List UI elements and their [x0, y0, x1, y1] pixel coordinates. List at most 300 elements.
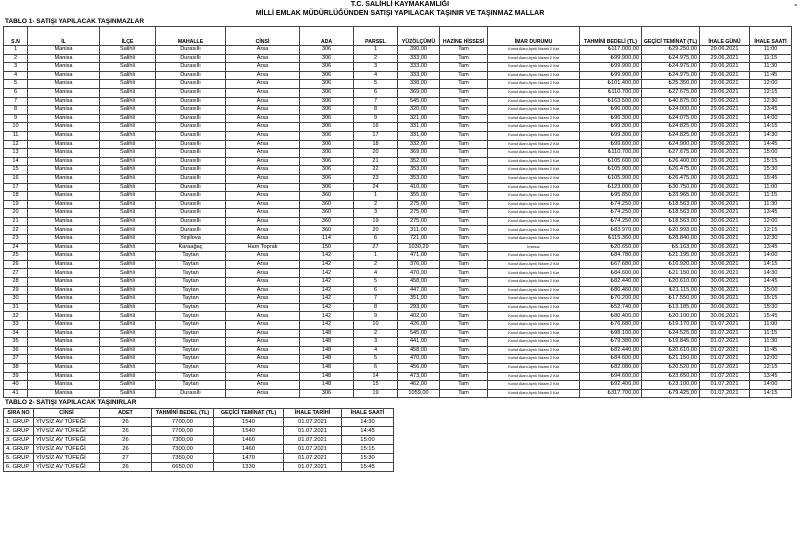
table1-cell: Konut Alanı Ayrık Nizam 2 Kat: [488, 71, 580, 80]
table2-cell: 3. GRUP: [4, 436, 34, 445]
table1-cell: 360: [300, 217, 354, 226]
table1-cell: Arsa: [226, 157, 300, 166]
table2-cell: 26: [100, 445, 152, 454]
institution-title: T.C. SALİHLİ KAYMAKAMLIĞI: [350, 1, 450, 8]
table1-cell: 142: [300, 286, 354, 295]
table1-cell: ₺24.525,00: [642, 329, 700, 338]
table1-cell: Tam: [440, 269, 488, 278]
table1-cell: Taytan: [156, 303, 226, 312]
table1-cell: 20: [4, 209, 28, 218]
table1-cell: ₺26.400,00: [642, 157, 700, 166]
table1-cell: 16: [354, 123, 398, 132]
table1-cell: Arsa: [226, 252, 300, 261]
table1-cell: ₺83.970,00: [580, 226, 642, 235]
table1-cell: 30.06.2021: [700, 260, 750, 269]
table1-cell: 30.06.2021: [700, 235, 750, 244]
table1-cell: Salihli: [100, 303, 156, 312]
table1-cell: Arsa: [226, 226, 300, 235]
table1-cell: Manisa: [28, 157, 100, 166]
table2-cell: 1460: [214, 445, 284, 454]
table2-cell: 15:45: [342, 463, 394, 472]
table1-cell: 29: [4, 286, 28, 295]
table1-cell: 360: [300, 209, 354, 218]
table1-cell: 2: [4, 54, 28, 63]
table1-cell: Manisa: [28, 286, 100, 295]
table1-cell: ₺30.750,00: [642, 183, 700, 192]
table1-cell: 29.06.2021: [700, 71, 750, 80]
table1-cell: 11:45: [750, 346, 792, 355]
table2-cell: YİVSİZ AV TÜFEĞİ: [34, 454, 100, 463]
table1-cell: ₺27.675,00: [642, 88, 700, 97]
table1-cell: 306: [300, 71, 354, 80]
table1-cell: 142: [300, 303, 354, 312]
table1-cell: Durasıllı: [156, 389, 226, 398]
table2-cell: YİVSİZ AV TÜFEĞİ: [34, 418, 100, 427]
table1-cell: 14:15: [750, 260, 792, 269]
table1-cell: Konut Alanı Ayrık Nizam 2 Kat: [488, 192, 580, 201]
table1-cell: ₺105.900,00: [580, 166, 642, 175]
table1-cell: 27: [4, 269, 28, 278]
table1-cell: ₺74.250,00: [580, 217, 642, 226]
table1-cell: 333,00: [398, 71, 440, 80]
table1-cell: Arsa: [226, 71, 300, 80]
table1-cell: Durasıllı: [156, 80, 226, 89]
table1-cell: 306: [300, 131, 354, 140]
table1-cell: 23: [354, 174, 398, 183]
table1-cell: Durasıllı: [156, 140, 226, 149]
table1-cell: 306: [300, 140, 354, 149]
table1-cell: 306: [300, 149, 354, 158]
table1-header-cell: MAHALLE: [156, 27, 226, 46]
table1-cell: 01.07.2021: [700, 363, 750, 372]
table1-cell: Salihli: [100, 88, 156, 97]
table1-cell: 15:00: [750, 149, 792, 158]
table1-cell: Durasıllı: [156, 46, 226, 55]
table1-cell: Taytan: [156, 346, 226, 355]
table1-cell: ₺117.000,00: [580, 46, 642, 55]
table1-cell: Tam: [440, 71, 488, 80]
table-row: [4, 427, 394, 436]
table1-cell: Arsa: [226, 114, 300, 123]
table1-cell: Arsa: [226, 209, 300, 218]
table-row: [4, 106, 792, 115]
table1-cell: ₺23.965,00: [642, 192, 700, 201]
table1-cell: 01.07.2021: [700, 338, 750, 347]
table-row: [4, 46, 792, 55]
table1-cell: Konut Alanı Ayrık Nizam 2 Kat: [488, 286, 580, 295]
table1-cell: 21: [4, 217, 28, 226]
table1-cell: 7: [354, 295, 398, 304]
table1-header-cell: YÜZÖLÇÜMÜ: [398, 27, 440, 46]
table1-cell: 376,00: [398, 260, 440, 269]
table1-cell: 29.06.2021: [700, 174, 750, 183]
table-row: [4, 140, 792, 149]
table1-cell: Tam: [440, 295, 488, 304]
table1-cell: 142: [300, 321, 354, 330]
table1-cell: 3: [4, 63, 28, 72]
table1-cell: 14:15: [750, 123, 792, 132]
table1-cell: ₺20.650,00: [580, 243, 642, 252]
table1-cell: Arsa: [226, 295, 300, 304]
table1-cell: ₺20.520,00: [642, 363, 700, 372]
table1-cell: 12:30: [750, 97, 792, 106]
table1-cell: 9: [4, 114, 28, 123]
table1-header-cell: CİNSİ: [226, 27, 300, 46]
table1-cell: Manisa: [28, 269, 100, 278]
table1-cell: 293,00: [398, 303, 440, 312]
table1-cell: 114: [300, 235, 354, 244]
table-row: [4, 123, 792, 132]
table1-cell: Tam: [440, 303, 488, 312]
table1-cell: Konut Alanı Ayrık Nizam 2 Kat: [488, 114, 580, 123]
table1-cell: 353,00: [398, 166, 440, 175]
table1-cell: 11:30: [750, 200, 792, 209]
table1-cell: Salihli: [100, 321, 156, 330]
table1-cell: Salihli: [100, 183, 156, 192]
table1-cell: Tam: [440, 131, 488, 140]
table2-cell: 01.07.2021: [284, 436, 342, 445]
table1-cell: Tam: [440, 355, 488, 364]
table1-cell: ₺19.845,00: [642, 338, 700, 347]
table1-cell: 11: [4, 131, 28, 140]
table1-cell: Tam: [440, 372, 488, 381]
table1-cell: 306: [300, 114, 354, 123]
table1-cell: Tam: [440, 389, 488, 398]
table1-cell: ₺96.300,00: [580, 114, 642, 123]
table1-cell: ₺23.100,00: [642, 381, 700, 390]
table1-cell: Konut Alanı Ayrık Nizam 2 Kat: [488, 88, 580, 97]
table1-cell: 275,00: [398, 209, 440, 218]
table1-cell: ₺19.170,00: [642, 321, 700, 330]
table1-cell: Manisa: [28, 149, 100, 158]
table-row: [4, 226, 792, 235]
table1-cell: Manisa: [28, 226, 100, 235]
table1-cell: 27: [354, 243, 398, 252]
table1-cell: 29.06.2021: [700, 157, 750, 166]
table1-cell: ₺92.400,00: [580, 381, 642, 390]
table1-cell: 12:15: [750, 363, 792, 372]
table1-cell: 30.06.2021: [700, 278, 750, 287]
table-row: [4, 88, 792, 97]
movable-goods-table: [3, 408, 394, 472]
table1-cell: ₺21.195,00: [642, 252, 700, 261]
table1-cell: Tam: [440, 114, 488, 123]
table1-cell: 29.06.2021: [700, 97, 750, 106]
table1-cell: 33: [4, 321, 28, 330]
table1-cell: 320,00: [398, 106, 440, 115]
table1-title: TABLO 1- SATIŞI YAPILACAK TAŞINMAZLAR: [5, 18, 145, 25]
table1-cell: Taytan: [156, 355, 226, 364]
table2-cell: 26: [100, 463, 152, 472]
table2-header-cell: ADET: [100, 409, 152, 418]
table2-cell: 4. GRUP: [4, 445, 34, 454]
table1-cell: 37: [4, 355, 28, 364]
table1-cell: 410,00: [398, 183, 440, 192]
table1-cell: 29.06.2021: [700, 166, 750, 175]
table1-cell: 7: [354, 97, 398, 106]
table1-cell: Tam: [440, 235, 488, 244]
table1-cell: ₺24.825,00: [642, 123, 700, 132]
table1-cell: Arsa: [226, 235, 300, 244]
table1-cell: Manisa: [28, 329, 100, 338]
table1-cell: 38: [4, 363, 28, 372]
table1-cell: Taytan: [156, 260, 226, 269]
table1-cell: Arsa: [226, 166, 300, 175]
table1-cell: 5: [4, 80, 28, 89]
table1-cell: 1059,00: [398, 389, 440, 398]
table1-cell: 22: [354, 166, 398, 175]
table-row: [4, 200, 792, 209]
document-title: MİLLİ EMLAK MÜDÜRLÜĞÜNDEN SATIŞI YAPILACAK TAŞINIR VE TAŞINMAZ MALLAR: [255, 10, 545, 17]
table1-cell: Manisa: [28, 71, 100, 80]
table1-cell: Arsa: [226, 381, 300, 390]
table1-cell: 306: [300, 54, 354, 63]
table1-cell: ₺27.675,00: [642, 149, 700, 158]
table1-cell: 12:15: [750, 226, 792, 235]
table1-cell: 29.06.2021: [700, 63, 750, 72]
table1-cell: 29.06.2021: [700, 140, 750, 149]
table1-cell: 360: [300, 192, 354, 201]
table1-cell: Taytan: [156, 363, 226, 372]
table1-cell: 24: [354, 183, 398, 192]
table1-cell: Salihli: [100, 174, 156, 183]
table1-cell: Tam: [440, 338, 488, 347]
table1-cell: Konut Alanı Ayrık Nizam 2 Kat: [488, 174, 580, 183]
table1-cell: Durasıllı: [156, 63, 226, 72]
table-row: [4, 71, 792, 80]
table2-cell: 7350,00: [152, 454, 214, 463]
table1-cell: 148: [300, 363, 354, 372]
table1-cell: 01.07.2021: [700, 321, 750, 330]
table1-cell: 15:15: [750, 157, 792, 166]
table1-cell: Taytan: [156, 252, 226, 261]
table1-cell: 14:00: [750, 114, 792, 123]
table1-cell: Salihli: [100, 149, 156, 158]
table1-cell: Konut Alanı Ayrık Nizam 2 Kat: [488, 363, 580, 372]
table1-cell: Arsa: [226, 140, 300, 149]
table1-cell: 29.06.2021: [700, 46, 750, 55]
table1-cell: Konut Alanı Ayrık Nizam 2 Kat: [488, 329, 580, 338]
table1-cell: Salihli: [100, 389, 156, 398]
table1-cell: 30.06.2021: [700, 200, 750, 209]
table1-cell: 12:00: [750, 80, 792, 89]
table1-cell: 12:00: [750, 217, 792, 226]
table1-cell: 19: [354, 217, 398, 226]
table1-cell: Konut Alanı Ayrık Nizam 2 Kat: [488, 183, 580, 192]
table1-cell: 545,00: [398, 329, 440, 338]
table-row: [4, 209, 792, 218]
table1-cell: Tam: [440, 200, 488, 209]
table1-cell: 35: [4, 338, 28, 347]
table1-cell: Konut Alanı Ayrık Nizam 2 Kat: [488, 295, 580, 304]
table1-cell: 10: [354, 321, 398, 330]
table2-header-row: [4, 409, 394, 418]
table1-cell: 311,00: [398, 226, 440, 235]
table1-cell: 333,00: [398, 54, 440, 63]
table1-cell: 29.06.2021: [700, 123, 750, 132]
table1-cell: Taytan: [156, 269, 226, 278]
table1-cell: 25: [4, 252, 28, 261]
table1-cell: 15:45: [750, 312, 792, 321]
table1-cell: Konut Alanı Ayrık Nizam 2 Kat: [488, 278, 580, 287]
table1-cell: ₺26.475,00: [642, 166, 700, 175]
table1-cell: 01.07.2021: [700, 346, 750, 355]
table1-cell: Arsa: [226, 192, 300, 201]
table1-cell: Arsa: [226, 269, 300, 278]
table1-cell: 306: [300, 46, 354, 55]
table1-cell: ₺16.920,00: [642, 260, 700, 269]
table1-cell: Tam: [440, 217, 488, 226]
table1-cell: Manisa: [28, 174, 100, 183]
table1-cell: Manisa: [28, 346, 100, 355]
table1-cell: 01.07.2021: [700, 329, 750, 338]
table1-cell: 142: [300, 252, 354, 261]
table1-cell: 2: [354, 200, 398, 209]
table1-cell: 6: [4, 88, 28, 97]
table1-cell: Arsa: [226, 286, 300, 295]
table1-cell: Durasıllı: [156, 88, 226, 97]
real-estate-table: [3, 26, 792, 398]
table1-cell: 16: [4, 174, 28, 183]
table2-cell: 01.07.2021: [284, 463, 342, 472]
table1-cell: 14: [4, 157, 28, 166]
table-row: [4, 131, 792, 140]
table1-cell: ₺96.000,00: [580, 106, 642, 115]
table1-cell: Salihli: [100, 235, 156, 244]
table1-cell: Taytan: [156, 312, 226, 321]
table1-cell: ₺84.780,00: [580, 252, 642, 261]
table-row: [4, 149, 792, 158]
table1-cell: Salihli: [100, 226, 156, 235]
table1-cell: Konut Alanı Ayrık Nizam 2 Kat: [488, 200, 580, 209]
table1-cell: Manisa: [28, 88, 100, 97]
table1-cell: 142: [300, 260, 354, 269]
table1-cell: 22: [4, 226, 28, 235]
table1-cell: 360: [300, 226, 354, 235]
table1-cell: Taytan: [156, 321, 226, 330]
table1-cell: 21: [354, 157, 398, 166]
table1-cell: 4: [354, 269, 398, 278]
table1-cell: 148: [300, 381, 354, 390]
table1-cell: 306: [300, 123, 354, 132]
table1-cell: 462,00: [398, 381, 440, 390]
table1-cell: Tam: [440, 192, 488, 201]
table1-cell: 14:00: [750, 252, 792, 261]
table-row: [4, 192, 792, 201]
table1-cell: 15:30: [750, 303, 792, 312]
table1-cell: 29.06.2021: [700, 88, 750, 97]
table1-cell: Salihli: [100, 312, 156, 321]
table1-cell: 13:45: [750, 106, 792, 115]
table2-cell: 7300,00: [152, 445, 214, 454]
table1-cell: 15: [4, 166, 28, 175]
table1-cell: 369,00: [398, 88, 440, 97]
table1-cell: 470,00: [398, 355, 440, 364]
table1-cell: ₺79.380,00: [580, 338, 642, 347]
table1-cell: Manisa: [28, 97, 100, 106]
table1-cell: 24: [4, 243, 28, 252]
table2-cell: 14:30: [342, 418, 394, 427]
table1-cell: 36: [4, 346, 28, 355]
table2-cell: 6650,00: [152, 463, 214, 472]
table1-cell: Arsa: [226, 260, 300, 269]
table1-cell: ₺17.550,00: [642, 295, 700, 304]
table1-cell: Arsa: [226, 54, 300, 63]
table1-cell: Tam: [440, 381, 488, 390]
table1-cell: 4: [4, 71, 28, 80]
table2-cell: 15:30: [342, 454, 394, 463]
table1-cell: Durasıllı: [156, 106, 226, 115]
table1-cell: 456,00: [398, 363, 440, 372]
table1-cell: ₺84.600,00: [580, 269, 642, 278]
table2-cell: 26: [100, 436, 152, 445]
table1-cell: 360: [300, 200, 354, 209]
corner-mark: -: [794, 0, 797, 9]
table1-cell: Arsa: [226, 372, 300, 381]
table1-cell: 14:30: [750, 131, 792, 140]
table1-cell: Arsa: [226, 363, 300, 372]
table1-cell: 306: [300, 97, 354, 106]
table1-cell: 148: [300, 338, 354, 347]
table1-cell: 11:00: [750, 321, 792, 330]
table1-cell: 39: [4, 372, 28, 381]
table1-cell: Manisa: [28, 389, 100, 398]
table1-cell: Salihli: [100, 381, 156, 390]
table2-cell: YİVSİZ AV TÜFEĞİ: [34, 463, 100, 472]
table1-cell: 01.07.2021: [700, 389, 750, 398]
table1-header-cell: ADA: [300, 27, 354, 46]
table1-cell: Salihli: [100, 260, 156, 269]
table1-cell: Tam: [440, 243, 488, 252]
table2-cell: 15:15: [342, 445, 394, 454]
table-row: [4, 286, 792, 295]
table-row: [4, 363, 792, 372]
table1-cell: 15:00: [750, 286, 792, 295]
table1-cell: ₺23.650,00: [642, 372, 700, 381]
table1-cell: 14:15: [750, 389, 792, 398]
table1-cell: ₺99.300,00: [580, 131, 642, 140]
table1-cell: Tam: [440, 174, 488, 183]
table1-cell: ₺82.440,00: [580, 278, 642, 287]
table1-cell: Taytan: [156, 286, 226, 295]
table1-cell: Salihli: [100, 209, 156, 218]
table1-cell: 13:45: [750, 243, 792, 252]
table1-cell: 30.06.2021: [700, 217, 750, 226]
table1-cell: ₺24.900,00: [642, 140, 700, 149]
table1-cell: Arsa: [226, 217, 300, 226]
table-row: [4, 217, 792, 226]
table1-cell: 338,00: [398, 80, 440, 89]
table1-cell: Taytan: [156, 329, 226, 338]
table1-cell: ₺105.600,00: [580, 157, 642, 166]
table1-cell: Manisa: [28, 235, 100, 244]
table1-cell: 402,00: [398, 312, 440, 321]
table1-cell: 17: [354, 131, 398, 140]
table1-cell: 351,00: [398, 295, 440, 304]
table1-cell: 17: [4, 183, 28, 192]
table1-header-cell: TAHMİNİ BEDELİ (TL): [580, 27, 642, 46]
table1-cell: 14:45: [750, 278, 792, 287]
table1-cell: 148: [300, 346, 354, 355]
table1-cell: Konut Alanı Ayrık Nizam 2 Kat: [488, 235, 580, 244]
table1-cell: Manisa: [28, 278, 100, 287]
table1-cell: Manisa: [28, 372, 100, 381]
table1-cell: 29.06.2021: [700, 80, 750, 89]
table2-title: TABLO 2- SATIŞI YAPILACAK TAŞINIRLAR: [5, 399, 137, 407]
table1-cell: Tam: [440, 157, 488, 166]
table2-header-cell: İHALE SAATİ: [342, 409, 394, 418]
table1-cell: Konut Alanı Ayrık Nizam 2 Kat: [488, 106, 580, 115]
